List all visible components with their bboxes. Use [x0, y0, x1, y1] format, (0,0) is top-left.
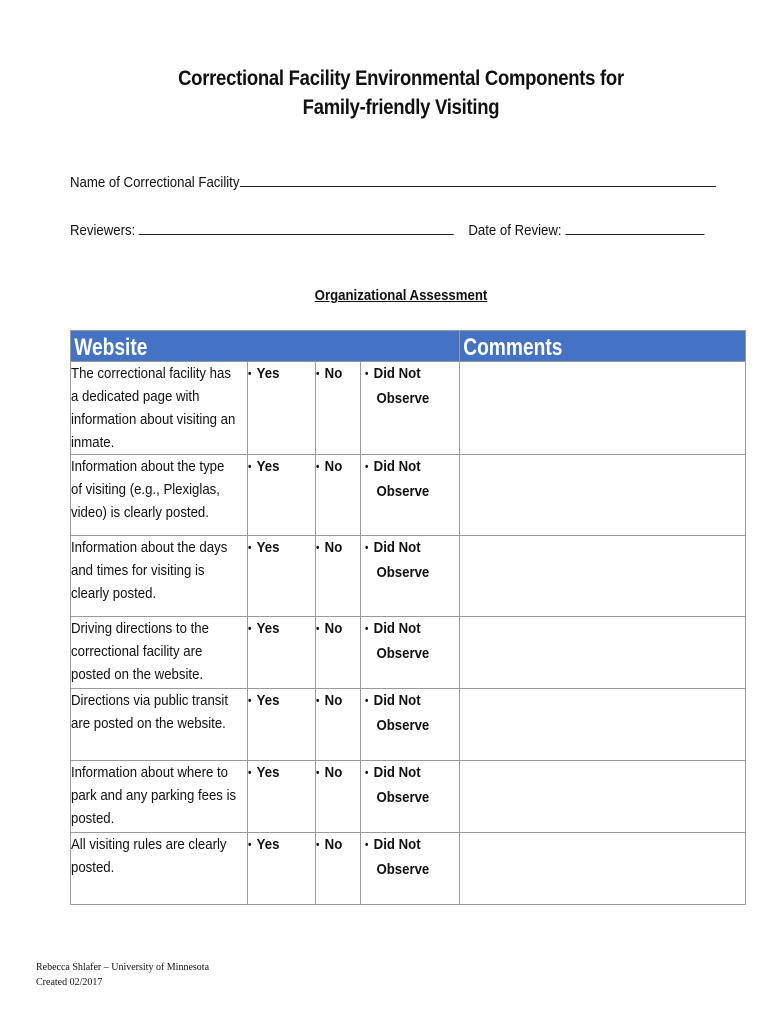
did-not-observe-option[interactable]	[361, 617, 460, 689]
did-not-label: Did Not	[373, 365, 421, 382]
did-not-label: Did Not	[373, 836, 421, 853]
did-not-observe-option[interactable]	[361, 362, 460, 455]
question-text: Information about where to park and any parking fees is posted.	[71, 764, 237, 827]
bullet-icon: •	[365, 461, 369, 473]
table-row	[71, 761, 746, 833]
date-of-review-label: Date of Review:	[468, 222, 562, 239]
no-option[interactable]	[316, 761, 361, 833]
bullet-icon: •	[316, 839, 320, 851]
no-label: No	[324, 458, 343, 475]
no-option[interactable]	[316, 455, 361, 536]
did-not-observe-option[interactable]	[361, 761, 460, 833]
bullet-icon: •	[248, 623, 252, 635]
yes-label: Yes	[256, 458, 280, 475]
no-label: No	[324, 365, 343, 382]
yes-option[interactable]	[248, 536, 316, 617]
question-cell	[71, 362, 248, 455]
question-text: Directions via public transit are posted on the website.	[71, 692, 228, 732]
yes-label: Yes	[256, 539, 280, 556]
website-header: Website	[71, 331, 460, 362]
did-not-label: Did Not	[373, 764, 421, 781]
section-title: Organizational Assessment	[314, 287, 488, 304]
question-text: Driving directions to the correctional facility are posted on the website.	[71, 620, 209, 683]
bullet-icon: •	[316, 368, 320, 380]
yes-option[interactable]	[248, 617, 316, 689]
question-text: Information about the type of visiting (e.g., Plexiglas, video) is clearly posted.	[71, 458, 225, 521]
observe-label: Observe	[376, 390, 430, 407]
bullet-icon: •	[248, 461, 252, 473]
facility-name-blank[interactable]	[239, 171, 715, 187]
question-cell	[71, 689, 248, 761]
yes-label: Yes	[256, 836, 280, 853]
comments-cell[interactable]	[460, 455, 746, 536]
table-header-row	[71, 331, 746, 362]
question-cell	[71, 761, 248, 833]
title-line-1: Correctional Facility Environmental Components for	[178, 67, 624, 90]
comments-cell[interactable]	[460, 689, 746, 761]
bullet-icon: •	[248, 839, 252, 851]
footer-author: Rebecca Shlafer – University of Minnesota	[36, 962, 210, 973]
yes-label: Yes	[256, 365, 280, 382]
no-label: No	[324, 539, 343, 556]
did-not-observe-option[interactable]	[361, 833, 460, 905]
observe-label: Observe	[376, 717, 430, 734]
bullet-icon: •	[365, 839, 369, 851]
no-label: No	[324, 692, 343, 709]
yes-label: Yes	[256, 620, 280, 637]
bullet-icon: •	[365, 368, 369, 380]
bullet-icon: •	[248, 542, 252, 554]
no-option[interactable]	[316, 536, 361, 617]
comments-cell[interactable]	[460, 362, 746, 455]
no-option[interactable]	[316, 617, 361, 689]
no-label: No	[324, 620, 343, 637]
table-row	[71, 617, 746, 689]
question-cell	[71, 455, 248, 536]
yes-option[interactable]	[248, 833, 316, 905]
date-of-review-blank[interactable]	[565, 219, 704, 235]
question-text: Information about the days and times for visiting is clearly posted.	[71, 539, 228, 602]
yes-option[interactable]	[248, 761, 316, 833]
did-not-observe-option[interactable]	[361, 536, 460, 617]
reviewers-field[interactable]	[70, 219, 704, 241]
no-option[interactable]	[316, 689, 361, 761]
footer-created-date: Created 02/2017	[36, 977, 103, 988]
question-text: The correctional facility has a dedicated page with information about visiting an inmate.	[71, 365, 236, 451]
did-not-observe-option[interactable]	[361, 455, 460, 536]
bullet-icon: •	[248, 767, 252, 779]
table-row	[71, 833, 746, 905]
did-not-label: Did Not	[373, 620, 421, 637]
bullet-icon: •	[365, 542, 369, 554]
observe-label: Observe	[376, 483, 430, 500]
bullet-icon: •	[316, 542, 320, 554]
no-label: No	[324, 836, 343, 853]
observe-label: Observe	[376, 789, 430, 806]
bullet-icon: •	[365, 767, 369, 779]
yes-label: Yes	[256, 692, 280, 709]
observe-label: Observe	[376, 564, 430, 581]
did-not-label: Did Not	[373, 539, 421, 556]
table-row	[71, 689, 746, 761]
comments-cell[interactable]	[460, 761, 746, 833]
did-not-observe-option[interactable]	[361, 689, 460, 761]
yes-option[interactable]	[248, 362, 316, 455]
facility-name-field[interactable]	[70, 171, 716, 193]
comments-cell[interactable]	[460, 833, 746, 905]
bullet-icon: •	[316, 461, 320, 473]
observe-label: Observe	[376, 645, 430, 662]
bullet-icon: •	[365, 623, 369, 635]
title-line-2: Family-friendly Visiting	[302, 96, 500, 119]
assessment-table	[70, 330, 746, 905]
table-row	[71, 536, 746, 617]
comments-header: Comments	[460, 331, 746, 362]
no-option[interactable]	[316, 362, 361, 455]
did-not-label: Did Not	[373, 458, 421, 475]
bullet-icon: •	[248, 368, 252, 380]
question-cell	[71, 617, 248, 689]
facility-name-label: Name of Correctional Facility	[70, 174, 240, 191]
no-option[interactable]	[316, 833, 361, 905]
reviewers-blank[interactable]	[139, 219, 454, 235]
did-not-label: Did Not	[373, 692, 421, 709]
footer	[36, 960, 209, 990]
question-cell	[71, 833, 248, 905]
comments-cell[interactable]	[460, 536, 746, 617]
bullet-icon: •	[248, 695, 252, 707]
yes-option[interactable]	[248, 689, 316, 761]
comments-cell[interactable]	[460, 617, 746, 689]
reviewers-label: Reviewers:	[70, 222, 136, 239]
bullet-icon: •	[316, 767, 320, 779]
document-title	[48, 64, 754, 122]
yes-label: Yes	[256, 764, 280, 781]
no-label: No	[324, 764, 343, 781]
table-row	[71, 455, 746, 536]
table-row	[71, 362, 746, 455]
bullet-icon: •	[365, 695, 369, 707]
question-text: All visiting rules are clearly posted.	[71, 836, 227, 876]
bullet-icon: •	[316, 695, 320, 707]
question-cell	[71, 536, 248, 617]
yes-option[interactable]	[248, 455, 316, 536]
bullet-icon: •	[316, 623, 320, 635]
observe-label: Observe	[376, 861, 430, 878]
